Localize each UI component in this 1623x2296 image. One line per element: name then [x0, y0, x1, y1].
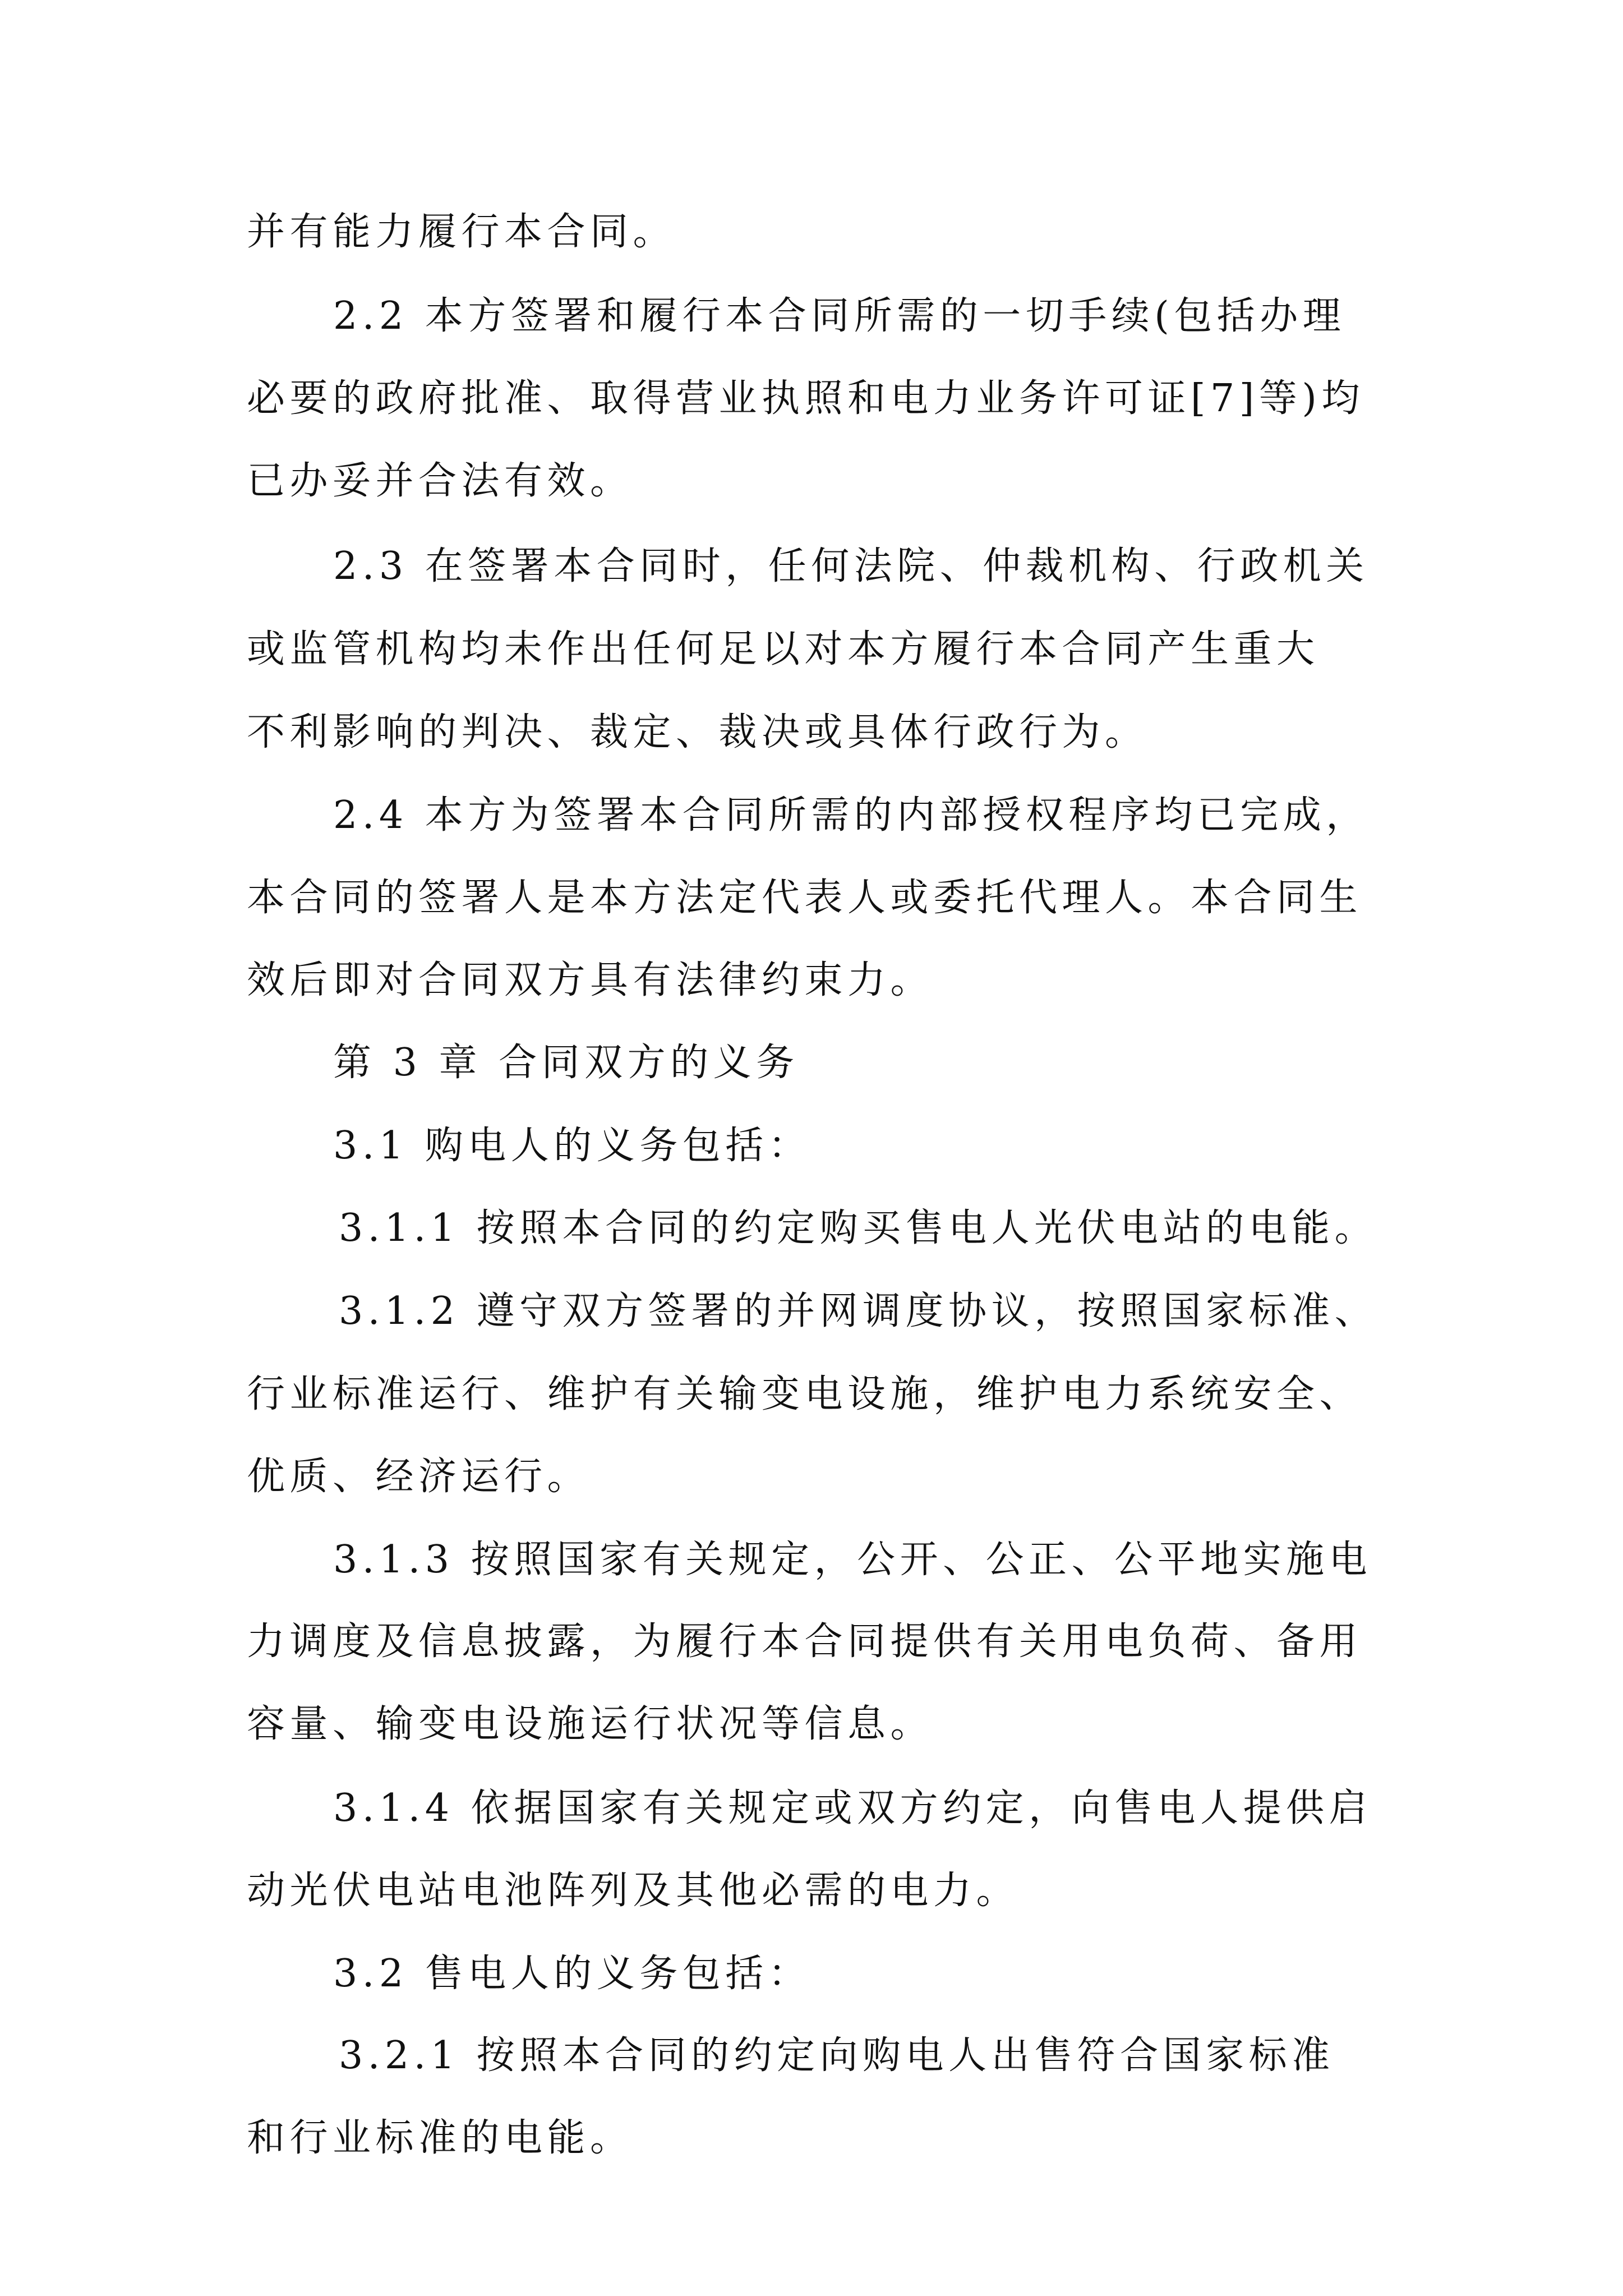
clause-2-2-line: 2.2 本方签署和履行本合同所需的一切手续(包括办理 [333, 294, 1346, 338]
text-line: 和行业标准的电能。 [247, 2116, 633, 2160]
text-line: 行业标准运行、维护有关输变电设施，维护电力系统安全、 [247, 1372, 1363, 1416]
clause-2-3-line: 2.3 在签署本合同时，任何法院、仲裁机构、行政机关 [333, 544, 1369, 588]
chapter-3-heading: 第 3 章 合同双方的义务 [333, 1041, 799, 1085]
text-line: 力调度及信息披露，为履行本合同提供有关用电负荷、备用 [247, 1619, 1363, 1664]
text-line: 必要的政府批准、取得营业执照和电力业务许可证[7]等)均 [247, 376, 1364, 421]
text-line: 动光伏电站电池阵列及其他必需的电力。 [247, 1869, 1020, 1913]
text-line: 已办妥并合法有效。 [247, 459, 633, 503]
clause-3-2-line: 3.2 售电人的义务包括： [333, 1952, 811, 1996]
clause-2-4-line: 2.4 本方为签署本合同所需的内部授权程序均已完成， [333, 793, 1369, 838]
clause-3-1-3-line: 3.1.3 按照国家有关规定，公开、公正、公平地实施电 [333, 1538, 1372, 1582]
text-line: 或监管机构均未作出任何足以对本方履行本合同产生重大 [247, 627, 1320, 671]
clause-3-1-4-line: 3.1.4 依据国家有关规定或双方约定，向售电人提供启 [333, 1786, 1372, 1830]
text-line: 优质、经济运行。 [247, 1455, 591, 1499]
text-line: 本合同的签署人是本方法定代表人或委托代理人。本合同生 [247, 876, 1363, 920]
clause-3-1-2-line: 3.1.2 遵守双方签署的并网调度协议，按照国家标准、 [339, 1289, 1378, 1333]
text-line: 容量、输变电设施运行状况等信息。 [247, 1702, 934, 1746]
text-line: 不利影响的判决、裁定、裁决或具体行政行为。 [247, 710, 1148, 754]
text-line: 效后即对合同双方具有法律约束力。 [247, 958, 934, 1002]
clause-3-1-1-line: 3.1.1 按照本合同的约定购买售电人光伏电站的电能。 [339, 1206, 1378, 1250]
text-line: 并有能力履行本合同。 [247, 210, 676, 254]
clause-3-1-line: 3.1 购电人的义务包括： [333, 1124, 811, 1168]
clause-3-2-1-line: 3.2.1 按照本合同的约定向购电人出售符合国家标准 [339, 2033, 1335, 2078]
